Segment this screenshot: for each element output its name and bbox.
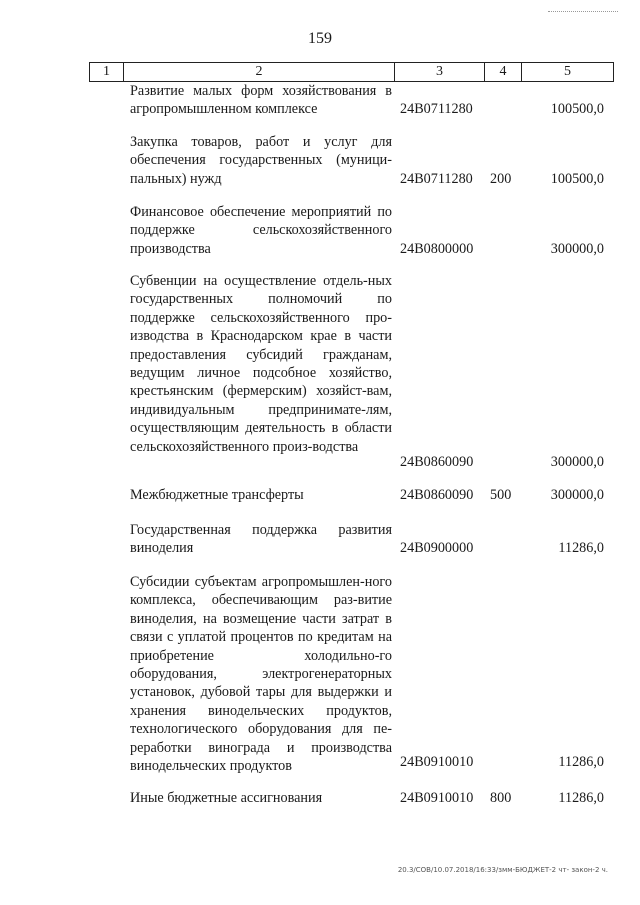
row-amount: 11286,0 [558,540,604,556]
row-description: Межбюджетные трансферты [130,487,304,503]
row-amount: 11286,0 [558,754,604,770]
header-cell-3: 3 [394,63,484,81]
row-amount: 100500,0 [550,101,604,117]
footer-reference: 20.3/COB/10.07.2018/16:33/змм-БЮДЖЕТ-2 чт- закон-2 ч. [397,866,608,874]
row-description: Субвенции на осуществление отдель-ных государственных полномочий по поддержке сельскохозяйственного про-изводства в Краснодарском крае в части предоставления субсидий гражданам, ведущим личное подсобное хозяйство, крестьянским (фермерским) хозяйст-вам, индивидуальным предпринимате-лям, осуществляющим деятельность в области сельскохозяйственного произ-водства [130,273,392,455]
row-amount: 300000,0 [550,241,604,257]
row-amount: 11286,0 [558,790,604,806]
row-code: 24В0711280 [400,171,473,187]
row-code: 24В0860090 [400,487,474,503]
row-description: Развитие малых форм хозяйствования в агропромышленном комплексе [130,83,392,118]
row-amount: 300000,0 [550,487,604,503]
header-cell-2: 2 [123,63,394,81]
page-number: 159 [308,30,332,47]
header-cell-5: 5 [521,63,613,81]
row-code: 24В0910010 [400,790,474,806]
row-expense-type: 200 [490,171,512,187]
row-code: 24В0910010 [400,754,474,770]
header-cell-1: 1 [89,63,123,81]
row-amount: 300000,0 [550,454,604,470]
row-code: 24В0800000 [400,241,474,257]
row-expense-type: 800 [490,790,512,806]
row-description: Финансовое обеспечение мероприятий по поддержке сельскохозяйственного производства [130,204,392,257]
row-description: Государственная поддержка развития виноделия [130,522,392,557]
row-code: 24В0711280 [400,101,473,117]
row-amount: 100500,0 [550,171,604,187]
row-description: Иные бюджетные ассигнования [130,790,323,806]
table-header-row [89,62,614,82]
header-cell-4: 4 [484,63,521,81]
row-description: Закупка товаров, работ и услуг для обеспечения государственных (муници-пальных) нужд [130,134,392,187]
row-code: 24В0900000 [400,540,474,556]
row-expense-type: 500 [490,487,512,503]
top-dotted-mark [548,11,618,12]
row-code: 24В0860090 [400,454,474,470]
row-description: Субсидии субъектам агропромышлен-ного комплекса, обеспечивающим раз-витие виноделия, на возмещение части затрат в связи с уплатой процентов по кредитам на приобретение холодильно-го оборудования, электрогенераторных установок, дубовой тары для выдержки и хранения винодельческих продуктов, технологического оборудования для пе-реработки винограда и производства винодельческих продуктов [130,574,392,775]
